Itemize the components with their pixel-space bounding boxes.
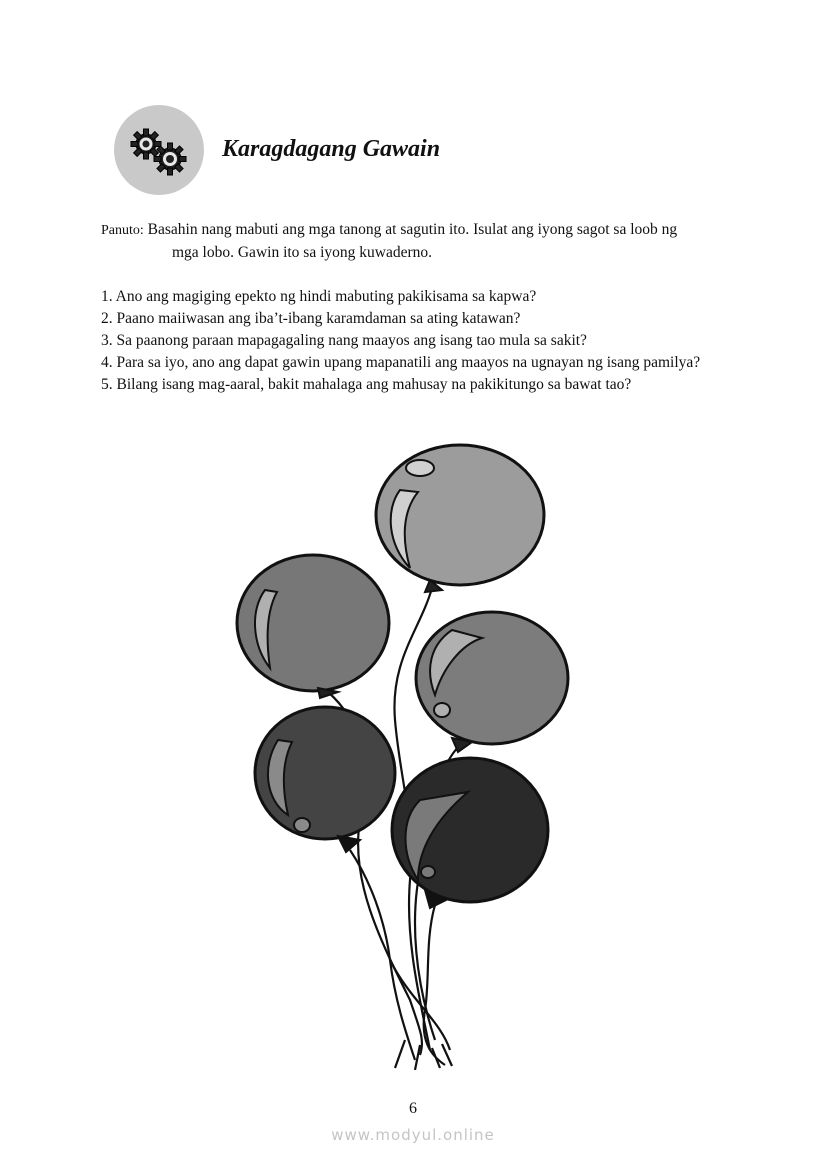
- balloons-illustration: [220, 440, 580, 1070]
- question-item: [101, 308, 728, 330]
- question-item: [101, 330, 728, 352]
- page-title: Karagdagang Gawain: [222, 136, 441, 162]
- instructions-text-line2: mga lobo. Gawin ito sa iyong kuwaderno.: [172, 244, 433, 261]
- question-text: Para sa iyo, ano ang dapat gawin upang mapanatili ang maayos na ugnayan ng isang pamilya?: [116, 354, 701, 371]
- question-text: Paano maiiwasan ang iba’t-ibang karamdaman sa ating katawan?: [116, 310, 521, 327]
- instructions-label: Panuto:: [101, 223, 144, 238]
- question-text: Ano ang magiging epekto ng hindi mabuting pakikisama sa kapwa?: [115, 288, 537, 305]
- question-item: [101, 286, 728, 308]
- question-number: 5.: [101, 376, 113, 393]
- question-number: 3.: [101, 332, 113, 349]
- question-number: 1.: [101, 288, 113, 305]
- watermark: www.modyul.online: [331, 1126, 495, 1144]
- instructions: [101, 219, 728, 264]
- question-item: [101, 374, 728, 396]
- question-text: Bilang isang mag-aaral, bakit mahalaga ang mahusay na pakikitungo sa bawat tao?: [116, 376, 632, 393]
- instructions-text-line1: Basahin nang mabuti ang mga tanong at sagutin ito. Isulat ang iyong sagot sa loob ng: [147, 221, 678, 238]
- question-number: 4.: [101, 354, 113, 371]
- question-item: [101, 352, 728, 374]
- gears-icon: [113, 104, 205, 196]
- question-text: Sa paanong paraan mapagagaling nang maayos ang isang tao mula sa sakit?: [116, 332, 587, 349]
- question-number: 2.: [101, 310, 113, 327]
- page-number: 6: [409, 1100, 417, 1117]
- question-list: [101, 286, 728, 396]
